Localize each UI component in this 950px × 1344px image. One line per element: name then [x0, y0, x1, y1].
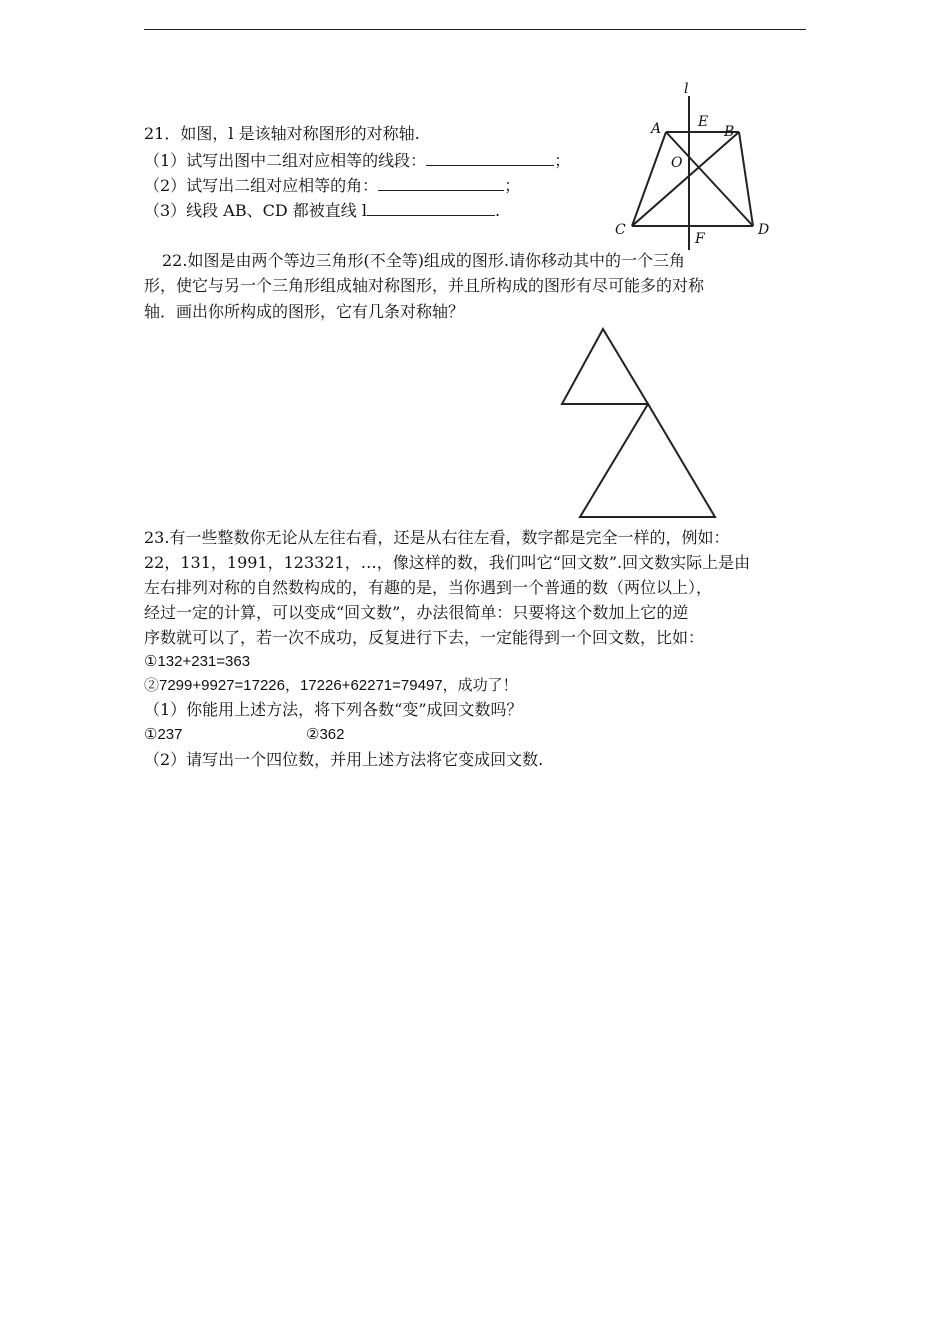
q21-part1-text: （1）试写出图中二组对应相等的线段： — [144, 151, 427, 170]
label-f: F — [695, 231, 705, 247]
label-b: B — [724, 124, 735, 140]
q23-number2: ②362 — [306, 726, 345, 743]
q21-part2-end: ； — [504, 176, 521, 195]
large-triangle — [580, 404, 715, 517]
q23-number1: ①237 — [144, 726, 183, 743]
q22-triangles-figure — [0, 0, 950, 530]
small-triangle — [562, 329, 648, 404]
label-e: E — [698, 114, 709, 130]
label-c: C — [615, 222, 626, 238]
q23-line3: 左右排列对称的自然数构成的，有趣的是，当你遇到一个普通的数（两位以上）， — [144, 578, 713, 597]
q23-line5: 序数就可以了，若一次不成功，反复进行下去，一定能得到一个回文数，比如： — [144, 628, 705, 647]
label-l: l — [684, 81, 689, 97]
label-a: A — [651, 121, 662, 137]
q22-line1: 22.如图是由两个等边三角形(不全等)组成的图形.请你移动其中的一个三角 — [162, 251, 686, 270]
q21-part2-text: （2）试写出二组对应相等的角： — [144, 176, 379, 195]
q23-example2: ②7299+9927=17226，17226+62271=79497，成功了！ — [144, 677, 518, 694]
q22-line2: 形，使它与另一个三角形组成轴对称图形，并且所构成的图形有尽可能多的对称 — [144, 276, 705, 295]
q23-part1: （1）你能用上述方法，将下列各数“变”成回文数吗？ — [144, 700, 523, 719]
q23-example1: ①132+231=363 — [144, 653, 251, 670]
label-d: D — [758, 222, 770, 238]
label-o: O — [671, 155, 683, 171]
q23-line1: 23.有一些整数你无论从左往右看，还是从右往左看，数字都是完全一样的，例如： — [144, 528, 730, 547]
q23-line4: 经过一定的计算，可以变成“回文数”，办法很简单：只要将这个数加上它的逆 — [144, 603, 689, 622]
q21-title: 21．如图，l 是该轴对称图形的对称轴. — [144, 124, 420, 143]
q23-line2: 22，131，1991，123321，…，像这样的数，我们叫它“回文数”.回文数实际上是由 — [144, 553, 751, 572]
q22-line3: 轴．画出你所构成的图形，它有几条对称轴？ — [144, 302, 465, 321]
q21-part1-end: ； — [554, 151, 571, 170]
q23-part2: （2）请写出一个四位数，并用上述方法将它变成回文数. — [144, 750, 544, 769]
q21-part3-end: . — [494, 201, 501, 220]
q21-part3-text: （3）线段 AB、CD 都被直线 l — [144, 201, 367, 220]
